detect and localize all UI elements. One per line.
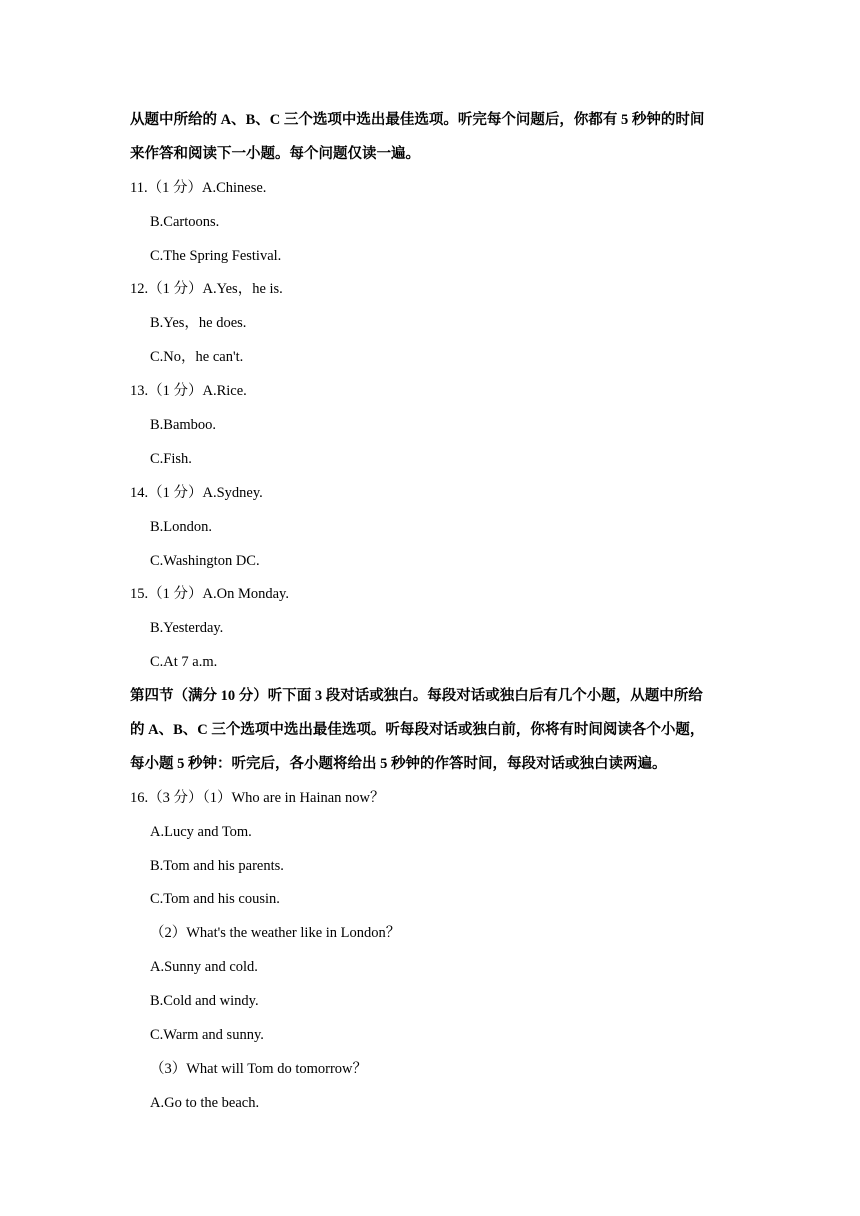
- option-a: A.Sydney.: [202, 484, 263, 501]
- question-number: 13.: [130, 383, 149, 400]
- option-a: A.On Monday.: [202, 586, 289, 603]
- section-4-line-1: 第四节（满分 10 分）听下面 3 段对话或独白。每段对话或独白后有几个小题，从题中所给: [130, 688, 703, 705]
- question-score: （1 分）: [148, 484, 203, 501]
- question-11-stem: [130, 172, 736, 206]
- question-14-option-c: C.Washington DC.: [150, 552, 260, 569]
- question-16-2-option-a: A.Sunny and cold.: [150, 959, 258, 976]
- question-score: （3 分）: [148, 789, 203, 806]
- section-4-line-2: 的 A、B、C 三个选项中选出最佳选项。听每段对话或独白前，你将有时间阅读各个小题，: [130, 722, 705, 739]
- question-16-3-option-a: A.Go to the beach.: [150, 1094, 260, 1111]
- question-16-2-option-c: C.Warm and sunny.: [150, 1027, 264, 1044]
- option-a: A.Chinese.: [201, 179, 267, 196]
- part-label: （3）: [150, 1060, 187, 1077]
- question-12-option-c: C.No，he can't.: [150, 349, 244, 366]
- question-16-1-option-a: A.Lucy and Tom.: [150, 823, 252, 840]
- question-15-option-b: B.Yesterday.: [150, 620, 224, 637]
- option-a: A.Yes，he is.: [202, 281, 283, 298]
- section-4-line-3: 每小题 5 秒钟：听完后，各小题将给出 5 秒钟的作答时间，每段对话或独白读两遍。: [130, 755, 667, 772]
- question-12-stem: [130, 273, 736, 307]
- question-11-option-b: B.Cartoons.: [150, 213, 220, 230]
- part-question: Who are in Hainan now？: [231, 789, 385, 806]
- question-14-stem: [130, 477, 736, 511]
- question-score: （1 分）: [148, 383, 203, 400]
- part-label: （2）: [150, 925, 187, 942]
- question-12-option-b: B.Yes，he does.: [150, 315, 247, 332]
- question-score: （1 分）: [148, 586, 203, 603]
- part-question: What will Tom do tomorrow？: [186, 1060, 368, 1077]
- question-number: 14.: [130, 484, 149, 501]
- question-number: 11.: [130, 179, 148, 196]
- question-score: （1 分）: [148, 281, 203, 298]
- question-number: 16.: [130, 789, 149, 806]
- part-question: What's the weather like in London？: [186, 925, 401, 942]
- question-11-option-c: C.The Spring Festival.: [150, 247, 282, 264]
- question-number: 12.: [130, 281, 149, 298]
- question-13-option-c: C.Fish.: [150, 450, 192, 467]
- question-16-1-option-c: C.Tom and his cousin.: [150, 891, 280, 908]
- question-16-part-3: [130, 1053, 736, 1087]
- intro-line-1: 从题中所给的 A、B、C 三个选项中选出最佳选项。听完每个问题后，你都有 5 秒钟的时间: [130, 112, 705, 128]
- part-label: （1）: [202, 789, 232, 806]
- question-14-option-b: B.London.: [150, 518, 213, 535]
- question-16-2-option-b: B.Cold and windy.: [150, 993, 259, 1010]
- question-15-stem: [130, 578, 736, 612]
- question-15-option-c: C.At 7 a.m.: [150, 654, 218, 671]
- question-number: 15.: [130, 586, 149, 603]
- question-16-1-option-b: B.Tom and his parents.: [150, 857, 284, 874]
- page-content: [130, 104, 736, 1121]
- question-13-option-b: B.Bamboo.: [150, 417, 217, 434]
- question-16-part-2: [130, 917, 736, 951]
- option-a: A.Rice.: [202, 383, 247, 400]
- intro-line-2: 来作答和阅读下一小题。每个问题仅读一遍。: [130, 145, 420, 162]
- question-score: （1 分）: [147, 179, 202, 196]
- question-13-stem: [130, 375, 736, 409]
- question-16-stem: [130, 782, 736, 816]
